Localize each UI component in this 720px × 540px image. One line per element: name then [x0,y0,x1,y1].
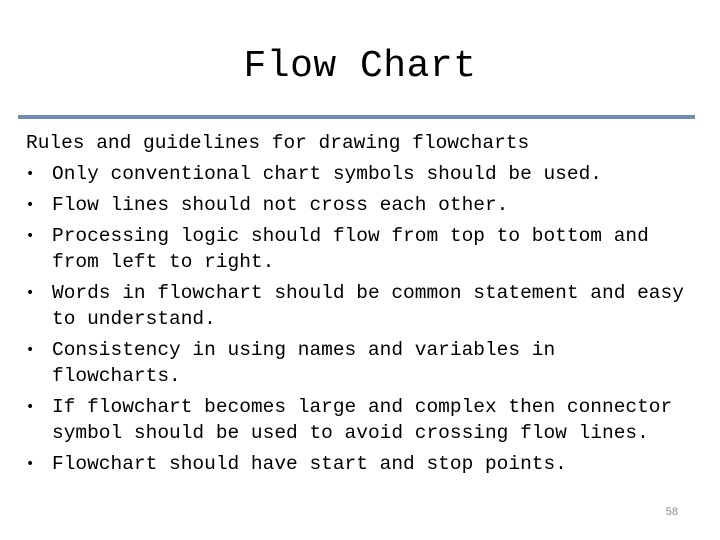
slide-title: Flow Chart [243,45,477,88]
bullet-item [26,192,706,218]
bullet-text: Only conventional chart symbols should be used. [52,163,602,185]
bullet-dot-icon: • [26,285,35,301]
bullet-dot-icon: • [26,197,35,213]
bullet-text: Flowchart should have start and stop points. [52,453,567,475]
bullet-text: Words in flowchart should be common statement and easy to understand. [52,282,684,330]
bullet-text: Flow lines should not cross each other. [52,194,509,216]
bullet-dot-icon: • [26,228,35,244]
bullet-item [26,161,706,187]
bullet-item [26,337,706,389]
bullet-item [26,394,706,446]
bullet-item [26,451,706,477]
bullet-dot-icon: • [26,399,35,415]
bullet-dot-icon: • [26,166,35,182]
slide-body [26,130,706,482]
bullet-text: Processing logic should flow from top to bottom and from left to right. [52,225,649,273]
bullet-dot-icon: • [26,456,35,472]
bullet-item [26,223,706,275]
bullet-text: Consistency in using names and variables in flowcharts. [52,339,556,387]
intro-text: Rules and guidelines for drawing flowcharts [26,132,530,154]
bullet-text: If flowchart becomes large and complex then connector symbol should be used to avoid crossing flow lines. [52,396,673,444]
bullet-dot-icon: • [26,342,35,358]
bullet-list [26,161,706,477]
bullet-item [26,280,706,332]
page-number: 58 [665,506,678,518]
title-divider [18,115,695,119]
